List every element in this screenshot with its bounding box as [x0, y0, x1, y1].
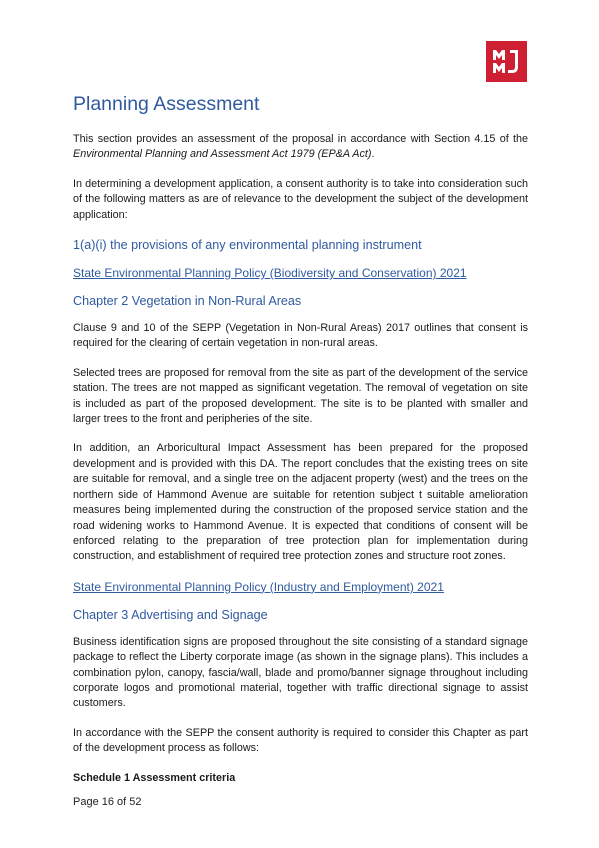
- chapter-heading-signage: Chapter 3 Advertising and Signage: [73, 607, 268, 622]
- page-title: Planning Assessment: [73, 93, 260, 115]
- document-body: [73, 90, 528, 786]
- chapter-heading-vegetation: Chapter 2 Vegetation in Non-Rural Areas: [73, 294, 302, 309]
- vegetation-paragraph-1: Clause 9 and 10 of the SEPP (Vegetation in Non-Rural Areas) 2017 outlines that consent is required for the clearing of certain vegetation in non-rural areas.: [73, 322, 528, 350]
- section-heading-1a: 1(a)(i) the provisions of any environmental planning instrument: [73, 238, 422, 253]
- schedule-heading: Schedule 1 Assessment criteria: [73, 771, 236, 784]
- vegetation-paragraph-3: In addition, an Arboricultural Impact Assessment has been prepared for the proposed development and is provided with this DA. The report concludes that the existing trees on site are suitable for removal, and a single tree on the adjacent property (west) and the trees on the northern side of Hammond Avenue are suitable for retention subject t suitable amelioration measures being implemented during the construction of the proposed service station and the road widening works to Hammond Avenue. It is expected that conditions of consent will be enforced relating to the preparation of tree protection plan for implementation during construction, and establishment of required tree protection zones and structure root zones.: [73, 442, 528, 563]
- intro-paragraph-1: This section provides an assessment of the proposal in accordance with Section 4.15 of the Environmental Planning and Assessment Act 1979 (EP&A Act).: [73, 133, 528, 161]
- signage-paragraph-2: In accordance with the SEPP the consent authority is required to consider this Chapter as part of the development process as follows:: [73, 726, 528, 755]
- policy-link-biodiversity[interactable]: State Environmental Planning Policy (Biodiversity and Conservation) 2021: [73, 266, 467, 281]
- mmj-logo: [486, 41, 527, 82]
- intro-paragraph-2: In determining a development application, a consent authority is to take into consideration such of the following matters as are of relevance to the development the subject of the development application:: [73, 177, 528, 221]
- page-number: Page 16 of 52: [73, 796, 142, 808]
- signage-paragraph-1: Business identification signs are proposed throughout the site consisting of a standard signage package to reflect the Liberty corporate image (as shown in the signage plans). This includes a combination pylon, canopy, fascia/wall, blade and promo/banner signage throughout including corporate logos and promotional material, together with traffic directional signage to assist customers.: [73, 635, 528, 710]
- policy-link-industry[interactable]: State Environmental Planning Policy (Industry and Employment) 2021: [73, 579, 444, 594]
- vegetation-paragraph-2: Selected trees are proposed for removal from the site as part of the development of the service station. The trees are not mapped as significant vegetation. The removal of vegetation on site is included as part of the proposed development. The site is to be planted with smaller and larger trees to the front and peripheries of the site.: [73, 366, 528, 426]
